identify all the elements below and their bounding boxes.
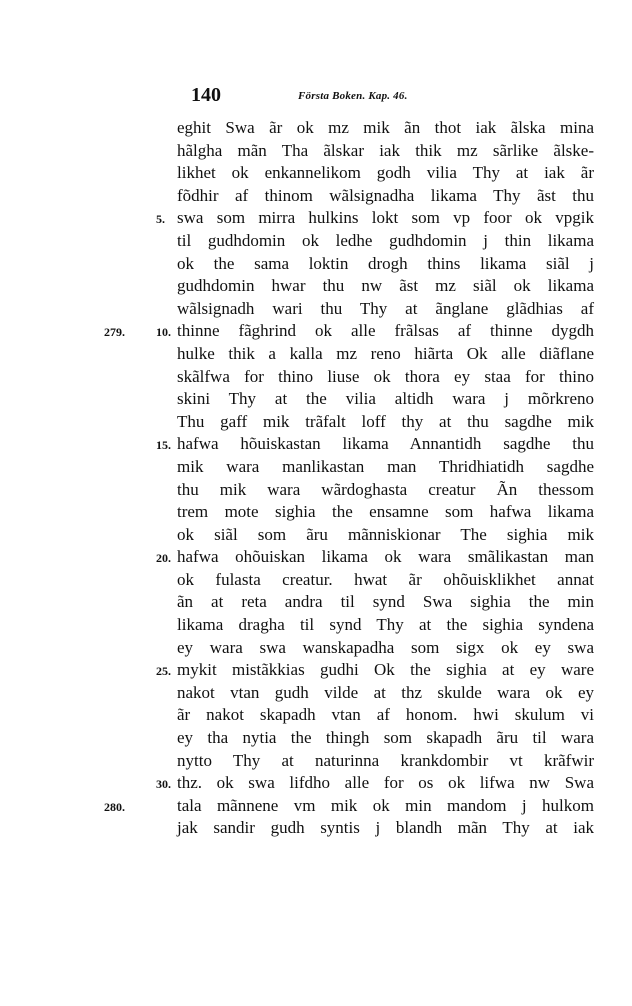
line-text: ãn at reta andra til synd Swa sighia the min bbox=[177, 592, 594, 612]
line-text: mykit mistãkkias gudhi Ok the sighia at ey ware bbox=[177, 660, 594, 680]
line-number: 20. bbox=[156, 551, 171, 566]
line-text: likhet ok enkannelikom godh vilia Thy at iak ãr bbox=[177, 163, 594, 183]
margin-reference-number: 280. bbox=[104, 799, 125, 814]
line-text: wãlsignadh wari thu Thy at ãnglane glãdhias af bbox=[177, 298, 594, 318]
line-text: Thu gaff mik trãfalt loff thy at thu sagdhe mik bbox=[177, 411, 594, 431]
text-line bbox=[0, 772, 632, 795]
line-text: tala mãnnene vm mik ok min mandom j hulkom bbox=[177, 795, 594, 815]
line-number: 25. bbox=[156, 664, 171, 679]
body-text bbox=[0, 117, 632, 840]
line-text: gudhdomin hwar thu nw ãst mz siãl ok likama bbox=[177, 276, 594, 296]
text-line bbox=[0, 659, 632, 682]
line-text: fõdhir af thinom wãlsignadha likama Thy ãst thu bbox=[177, 185, 594, 205]
page-header bbox=[0, 84, 632, 110]
text-line bbox=[0, 117, 632, 140]
text-line bbox=[0, 591, 632, 614]
line-text: skãlfwa for thino liuse ok thora ey staa for thino bbox=[177, 366, 594, 386]
line-text: nakot vtan gudh vilde at thz skulde wara ok ey bbox=[177, 682, 594, 702]
text-line bbox=[0, 207, 632, 230]
line-text: ok siãl som ãru mãnniskionar The sighia mik bbox=[177, 524, 594, 544]
line-text: ey tha nytia the thingh som skapadh ãru til wara bbox=[177, 728, 594, 748]
line-text: hulke thik a kalla mz reno hiãrta Ok alle diãflane bbox=[177, 343, 594, 363]
line-text: swa som mirra hulkins lokt som vp foor ok vpgik bbox=[177, 208, 594, 228]
text-line bbox=[0, 411, 632, 434]
text-line bbox=[0, 569, 632, 592]
line-text: nytto Thy at naturinna krankdombir vt krãfwir bbox=[177, 750, 594, 770]
line-text: trem mote sighia the ensamne som hafwa likama bbox=[177, 502, 594, 522]
text-line bbox=[0, 456, 632, 479]
text-line bbox=[0, 524, 632, 547]
text-line bbox=[0, 546, 632, 569]
line-text: mik wara manlikastan man Thridhiatidh sagdhe bbox=[177, 456, 594, 476]
text-line bbox=[0, 343, 632, 366]
line-text: likama dragha til synd Thy at the sighia syndena bbox=[177, 615, 594, 635]
line-number: 10. bbox=[156, 325, 171, 340]
text-line bbox=[0, 750, 632, 773]
text-line bbox=[0, 614, 632, 637]
line-text: thu mik wara wãrdoghasta creatur Ãn thessom bbox=[177, 479, 594, 499]
line-number: 15. bbox=[156, 438, 171, 453]
line-text: hãlgha mãn Tha ãlskar iak thik mz sãrlike ãlske- bbox=[177, 140, 594, 160]
line-text: skini Thy at the vilia altidh wara j mõrkreno bbox=[177, 389, 594, 409]
line-text: ãr nakot skapadh vtan af honom. hwi skulum vi bbox=[177, 705, 594, 725]
line-text: hafwa hõuiskastan likama Annantidh sagdhe thu bbox=[177, 434, 594, 454]
text-line bbox=[0, 795, 632, 818]
line-text: thinne fãghrind ok alle frãlsas af thinne dygdh bbox=[177, 321, 594, 341]
text-line bbox=[0, 185, 632, 208]
line-number: 30. bbox=[156, 777, 171, 792]
text-line bbox=[0, 479, 632, 502]
margin-reference-number: 279. bbox=[104, 325, 125, 340]
line-text: jak sandir gudh syntis j blandh mãn Thy at iak bbox=[177, 818, 594, 838]
text-line bbox=[0, 727, 632, 750]
line-text: ey wara swa wanskapadha som sigx ok ey swa bbox=[177, 637, 594, 657]
text-line bbox=[0, 704, 632, 727]
text-line bbox=[0, 388, 632, 411]
text-line bbox=[0, 320, 632, 343]
text-line bbox=[0, 817, 632, 840]
line-text: hafwa ohõuiskan likama ok wara smãlikastan man bbox=[177, 547, 594, 567]
text-line bbox=[0, 637, 632, 660]
line-text: thz. ok swa lifdho alle for os ok lifwa nw Swa bbox=[177, 773, 594, 793]
page-number: 140 bbox=[191, 84, 221, 106]
text-line bbox=[0, 253, 632, 276]
running-title: Första Boken. Kap. 46. bbox=[298, 90, 408, 102]
text-line bbox=[0, 682, 632, 705]
text-line bbox=[0, 366, 632, 389]
text-line bbox=[0, 140, 632, 163]
line-text: eghit Swa ãr ok mz mik ãn thot iak ãlska mina bbox=[177, 118, 594, 137]
line-text: ok fulasta creatur. hwat ãr ohõuisklikhet annat bbox=[177, 569, 594, 589]
line-text: til gudhdomin ok ledhe gudhdomin j thin likama bbox=[177, 230, 594, 250]
text-line bbox=[0, 230, 632, 253]
text-line bbox=[0, 162, 632, 185]
line-number: 5. bbox=[156, 212, 165, 227]
text-line bbox=[0, 501, 632, 524]
text-line bbox=[0, 275, 632, 298]
line-text: ok the sama loktin drogh thins likama siãl j bbox=[177, 253, 594, 273]
text-line bbox=[0, 433, 632, 456]
text-line bbox=[0, 298, 632, 321]
